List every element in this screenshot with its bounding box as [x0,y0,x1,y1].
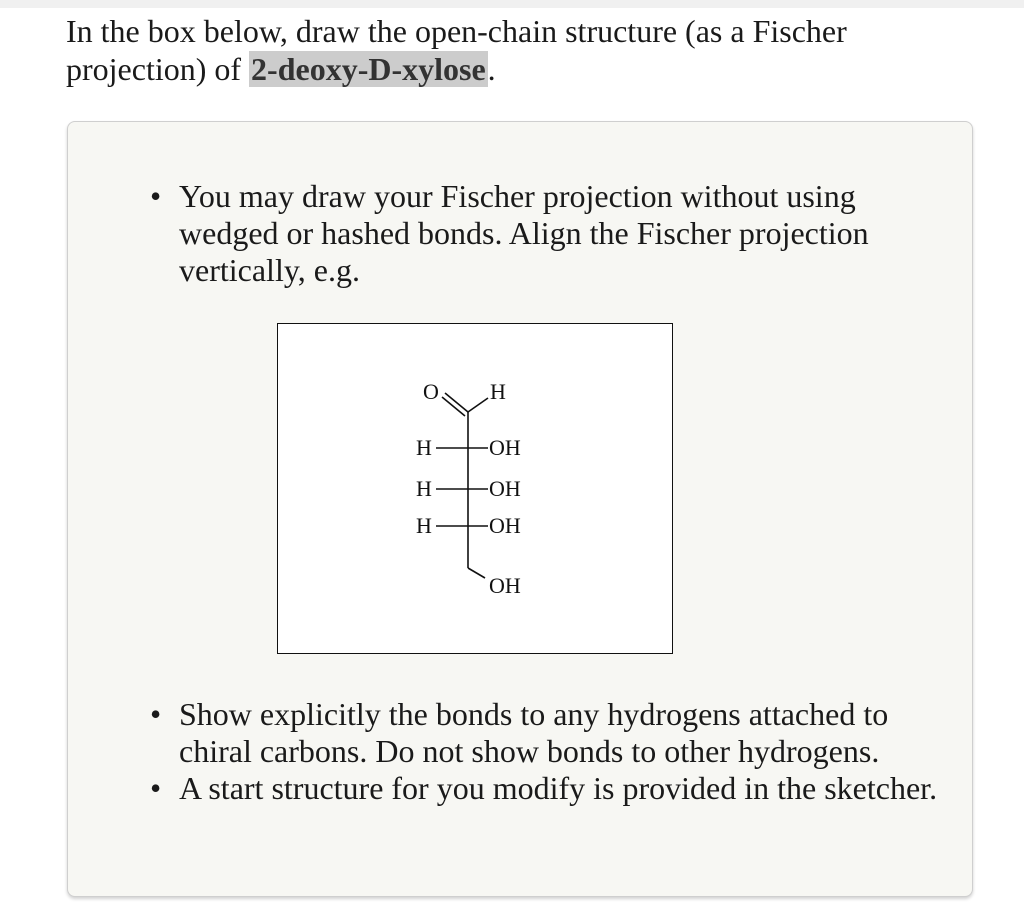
aldehyde-h-bond [468,398,488,412]
terminal-bond [468,568,485,578]
question-prefix: In the box below, draw the open-chain structure (as a Fischer projection) of [66,13,847,87]
fischer-projection-diagram [278,324,671,652]
row1-right-label: OH [489,435,521,460]
compound-name: 2-deoxy-D-xylose [251,51,486,87]
row3-right-label: OH [489,513,521,538]
aldehyde-oxygen-label: O [423,379,439,404]
instruction-item: • A start structure for you modify is provided in the sketcher. [148,770,939,807]
question-suffix: . [487,51,496,87]
aldehyde-hydrogen-label: H [490,379,506,404]
row3-left-label: H [416,513,432,538]
row2-left-label: H [416,476,432,501]
row2-right-label: OH [489,476,521,501]
fischer-example-box [277,323,673,654]
question-text [66,12,966,88]
top-bar [0,0,1024,8]
instruction-item: • You may draw your Fischer projection without using wedged or hashed bonds. Align the Fischer projection vertically, e.g. [148,178,919,289]
instruction-item: • Show explicitly the bonds to any hydrogens attached to chiral carbons. Do not show bonds to other hydrogens. [148,696,939,770]
row1-left-label: H [416,435,432,460]
terminal-hydroxyl-label: OH [489,573,521,598]
instructions-panel [67,121,973,897]
